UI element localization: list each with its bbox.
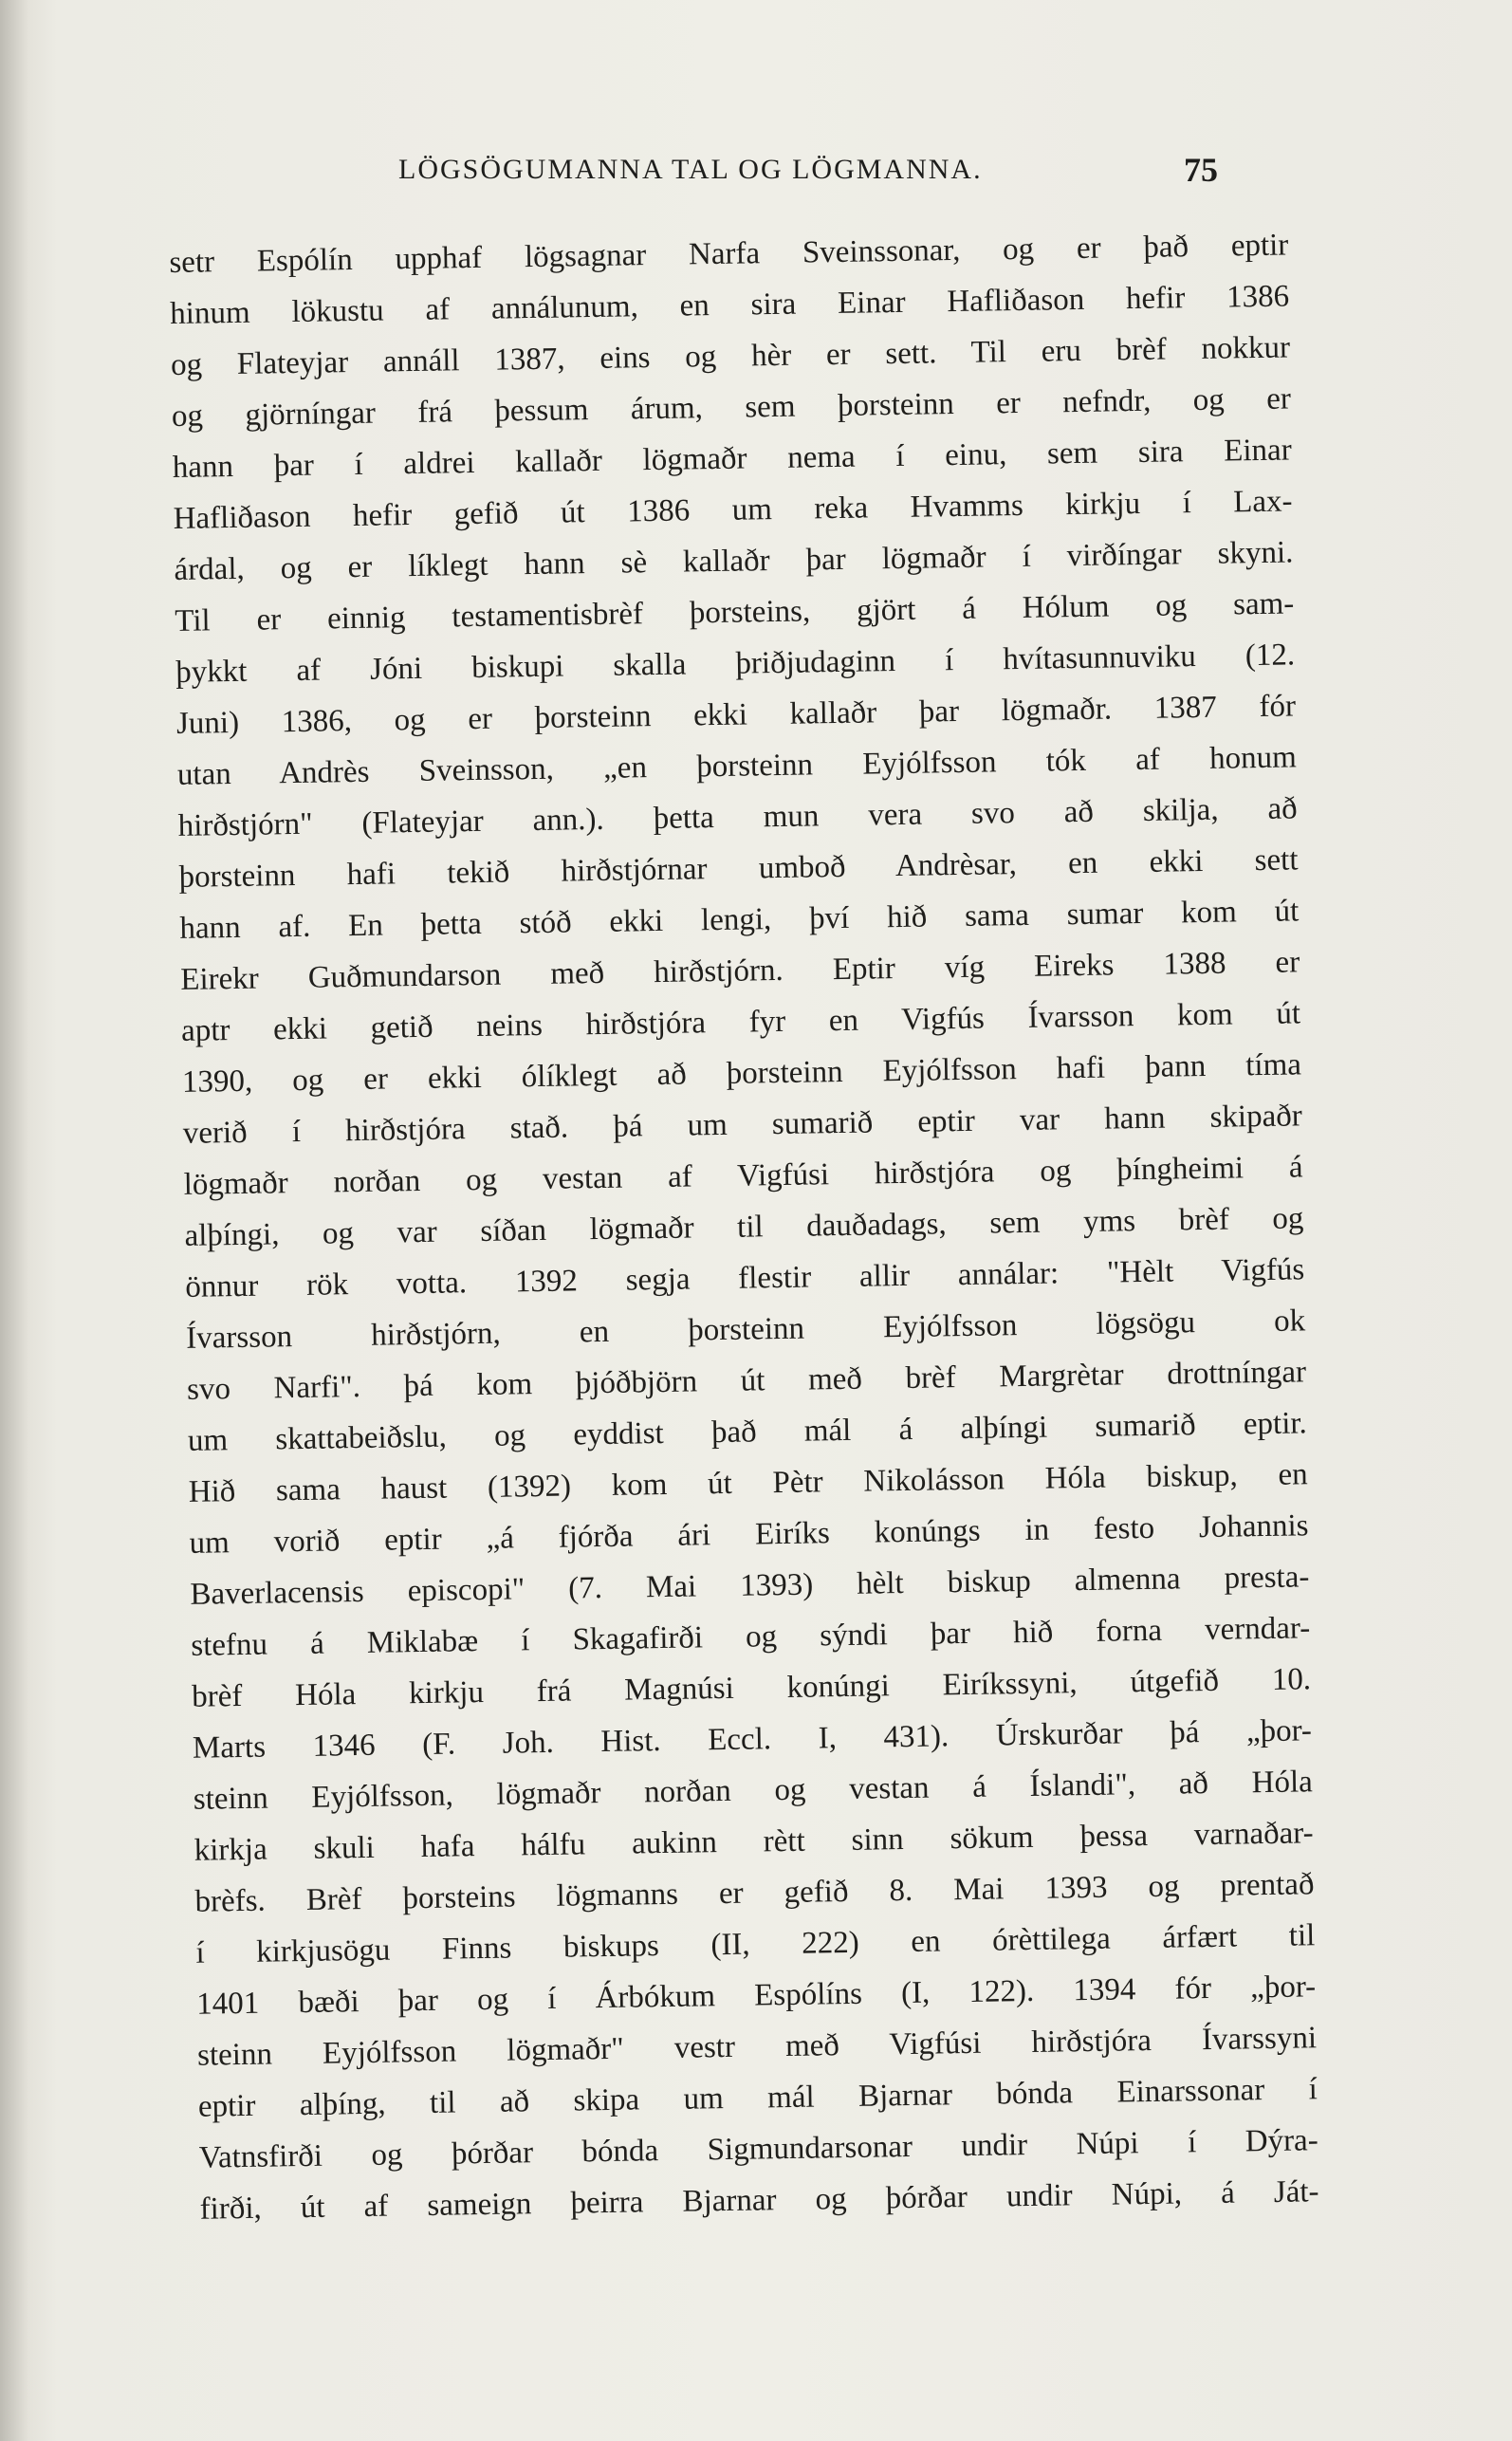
text-line: steinn Eyjólfsson lögmaðr" vestr með Vigfúsi hirðstjóra Ívarssyni — [196, 2021, 1318, 2073]
text-line: Til er einnig testamentisbrèf þorsteins, gjört á Hólum og sam- — [175, 586, 1295, 638]
text-line: Vatnsfirði og þórðar bónda Sigmundarsonar undir Núpi í Dýra- — [198, 2123, 1318, 2175]
text-line: og gjörníngar frá þessum árum, sem þorsteinn er nefndr, og er — [171, 381, 1292, 434]
text-line: kirkja skuli hafa hálfu aukinn rètt sinn sökum þessa varnaðar- — [194, 1816, 1314, 1868]
text-line: Hið sama haust (1392) kom út Pètr Nikolásson Hóla biskup, en — [188, 1457, 1308, 1509]
text-line: hinum lökustu af annálunum, en sira Einar Hafliðason hefir 1386 — [169, 279, 1290, 331]
text-line: lögmaðr norðan og vestan af Vigfúsi hirðstjóra og þíngheimi á — [183, 1150, 1303, 1202]
text-line: í kirkjusögu Finns biskups (II, 222) en órèttilega árfært til — [195, 1918, 1316, 1970]
text-line: brèf Hóla kirkju frá Magnúsi konúngi Eiríkssyni, útgefið 10. — [191, 1662, 1312, 1714]
text-line: hann þar í aldrei kallaðr lögmaðr nema í einu, sem sira Einar — [172, 433, 1292, 485]
text-line: þorsteinn hafi tekið hirðstjórnar umboð Andrèsar, en ekki sett — [178, 842, 1299, 895]
text-line: stefnu á Miklabæ í Skagafirði og sýndi þar hið forna verndar- — [191, 1611, 1311, 1663]
text-line: Juni) 1386, og er þorsteinn ekki kallaðr þar lögmaðr. 1387 fór — [175, 689, 1297, 741]
text-line: um skattabeiðslu, og eyddist það mál á alþíngi sumarið eptir. — [187, 1406, 1308, 1458]
text-line: verið í hirðstjóra stað. þá um sumarið eptir var hann skipaðr — [182, 1099, 1302, 1151]
text-line: brèfs. Brèf þorsteins lögmanns er gefið 8. Mai 1393 og prentað — [194, 1867, 1315, 1919]
text-line: alþíngi, og var síðan lögmaðr til dauðadags, sem yms brèf og — [184, 1201, 1304, 1253]
body-text — [169, 219, 1319, 2234]
text-line: 1401 bæði þar og í Árbókum Espólíns (I, 122). 1394 fór „þor- — [195, 1969, 1317, 2022]
text-line: svo Narfi". þá kom þjóðbjörn út með brèf Margrètar drottníngar — [186, 1355, 1307, 1407]
text-line: aptr ekki getið neins hirðstjóra fyr en Vigfús Ívarsson kom út — [180, 996, 1301, 1048]
text-line: firði, út af sameign þeirra Bjarnar og þórðar undir Núpi, á Ját- — [199, 2174, 1319, 2227]
text-line: árdal, og er líklegt hann sè kallaðr þar lögmaðr í virðíngar skyni. — [174, 535, 1294, 587]
text-line: hann af. En þetta stóð ekki lengi, því hið sama sumar kom út — [179, 894, 1300, 946]
text-line: Eirekr Guðmundarson með hirðstjórn. Eptir víg Eireks 1388 er — [180, 945, 1300, 997]
text-line: Marts 1346 (F. Joh. Hist. Eccl. I, 431). Úrskurðar þá „þor- — [192, 1713, 1313, 1766]
text-line: og Flateyjar annáll 1387, eins og hèr er sett. Til eru brèf nokkur — [170, 330, 1291, 382]
text-line: Baverlacensis episcopi" (7. Mai 1393) hèlt biskup almenna presta- — [190, 1560, 1310, 1612]
text-line: Hafliðason hefir gefið út 1386 um reka Hvamms kirkju í Lax- — [173, 484, 1293, 536]
text-line: setr Espólín upphaf lögsagnar Narfa Sveinssonar, og er það eptir — [169, 228, 1289, 280]
text-line: Ívarsson hirðstjórn, en þorsteinn Eyjólfsson lögsögu ok — [185, 1304, 1306, 1356]
text-line: um vorið eptir „á fjórða ári Eiríks konúngs in festo Johannis — [189, 1508, 1309, 1561]
page-number: 75 — [1184, 151, 1218, 189]
text-line: þykkt af Jóni biskupi skalla þriðjudaginn í hvítasunnuviku (12. — [175, 638, 1296, 690]
text-line: önnur rök votta. 1392 segja flestir allir annálar: "Hèlt Vigfús — [185, 1252, 1305, 1304]
text-line: 1390, og er ekki ólíklegt að þorsteinn Eyjólfsson hafi þann tíma — [181, 1047, 1302, 1100]
text-line: utan Andrès Sveinsson, „en þorsteinn Eyjólfsson tók af honum — [176, 740, 1298, 792]
running-header: LÖGSÖGUMANNA TAL OG LÖGMANNA. — [398, 154, 983, 185]
text-line: eptir alþíng, til að skipa um mál Bjarnar bónda Einarssonar í — [197, 2072, 1318, 2124]
text-line: hirðstjórn" (Flateyjar ann.). þetta mun vera svo að skilja, að — [177, 791, 1298, 843]
text-line: steinn Eyjólfsson, lögmaðr norðan og vestan á Íslandi", að Hóla — [193, 1765, 1314, 1817]
